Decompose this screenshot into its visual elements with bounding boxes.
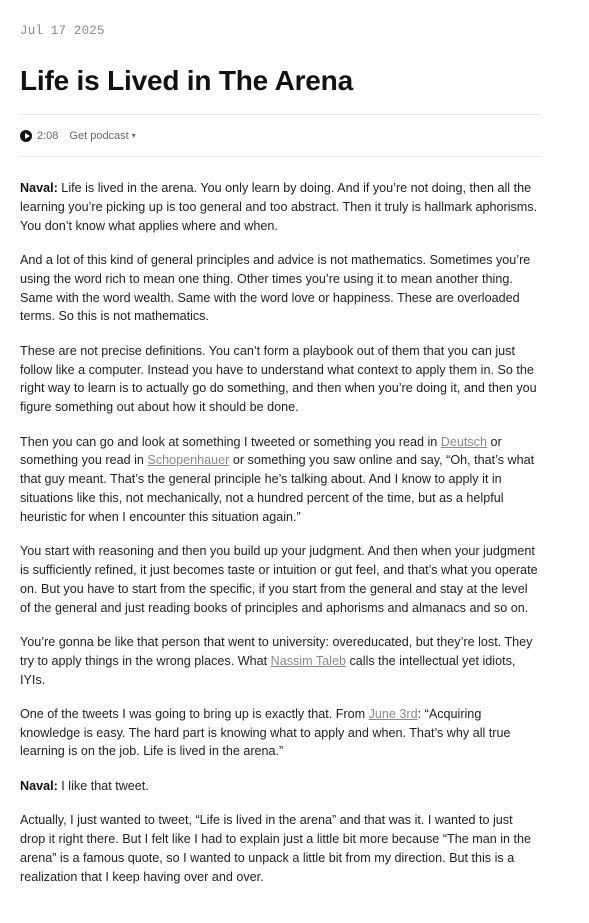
paragraph: You start with reasoning and then you build up your judgment. And then when your judgment is sufficiently refined, it just becomes taste or intuition or gut feel, and that’s what you operate on. But you have to start from the specific, if you start from the general and stay at the level of the general and just reading books of principles and aphorisms and almanacs and so on. xyxy=(20,544,538,615)
link-deutsch[interactable]: Deutsch xyxy=(440,434,487,449)
paragraph-text: I like that tweet. xyxy=(57,778,149,793)
paragraph-text: Life is lived in the arena. You only learn by doing. And if you’re not doing, then all the learning you’re picking up is too general and too abstract. Then it truly is hallmark aphorisms. You don’t know what applies where and when. xyxy=(20,181,538,233)
paragraph-text: or something you read in xyxy=(20,434,502,468)
paragraph xyxy=(20,179,541,235)
link-schopenhauer[interactable]: Schopenhauer xyxy=(147,453,230,468)
paragraph-text: One of the tweets I was going to bring up is exactly that. From xyxy=(20,706,369,721)
speaker-label: Naval: xyxy=(20,181,58,195)
link-nassim-taleb[interactable]: Nassim Taleb xyxy=(270,653,346,668)
paragraph xyxy=(20,777,541,796)
paragraph-text: : “Acquiring knowledge is easy. The hard part is knowing what to apply and when. That’s why all true learning is on the job. Life is lived in the arena.” xyxy=(20,706,511,759)
play-icon[interactable] xyxy=(20,130,32,142)
paragraph: Actually, I just wanted to tweet, “Life is lived in the arena” and that was it. I wanted to just drop it right there. But I felt like I had to explain just a little bit more because “The man in the arena” is a famous quote, so I wanted to unpack a little bit from my direction. But this is a realization that I keep having over and over. xyxy=(20,813,532,884)
paragraph: These are not precise definitions. You can’t form a playbook out of them that you can just follow like a computer. Instead you have to understand what context to apply them in. So the right way to learn is to actually go do something, and then when you’re doing it, and then you figure something out about how it should be done. xyxy=(20,343,537,415)
get-podcast-button[interactable] xyxy=(69,130,135,142)
article-title: Life is Lived in The Arena xyxy=(20,65,353,96)
publish-date: Jul 17 2025 xyxy=(20,24,105,38)
paragraph xyxy=(20,633,541,689)
paragraph-text: calls the intellectual yet idiots, IYIs. xyxy=(20,653,516,687)
paragraph xyxy=(20,433,541,527)
get-podcast-label: Get podcast xyxy=(69,129,129,142)
paragraph: And a lot of this kind of general principles and advice is not mathematics. Sometimes you’re using the word rich to mean one thing. Other times you’re using it to mean another thing. Same with the word wealth. Same with the word love or happiness. These are overloaded terms. So this is not mathematics. xyxy=(20,252,531,324)
paragraph xyxy=(20,705,541,761)
paragraph-text: You’re gonna be like that person that went to university: overeducated, but they’re lost. They try to apply things in the wrong places. What xyxy=(20,634,533,668)
chevron-down-icon: ▾ xyxy=(131,131,136,140)
link-june-3rd[interactable]: June 3rd xyxy=(368,706,418,721)
podcast-duration: 2:08 xyxy=(37,129,59,142)
speaker-label: Naval: xyxy=(20,778,58,793)
podcast-bar xyxy=(20,114,541,157)
article-body xyxy=(20,179,541,886)
paragraph-text: or something you saw online and say, “Oh, that’s what that guy meant. That’s the general principle he’s talking about. And I know to apply it in situations like this, not mechanically, not a hundred percent of the time, but as a helpful heuristic for when I encounter this situation again.” xyxy=(20,453,535,524)
article-page xyxy=(0,23,589,886)
paragraph-text: Then you can go and look at something I tweeted or something you read in xyxy=(20,434,441,449)
